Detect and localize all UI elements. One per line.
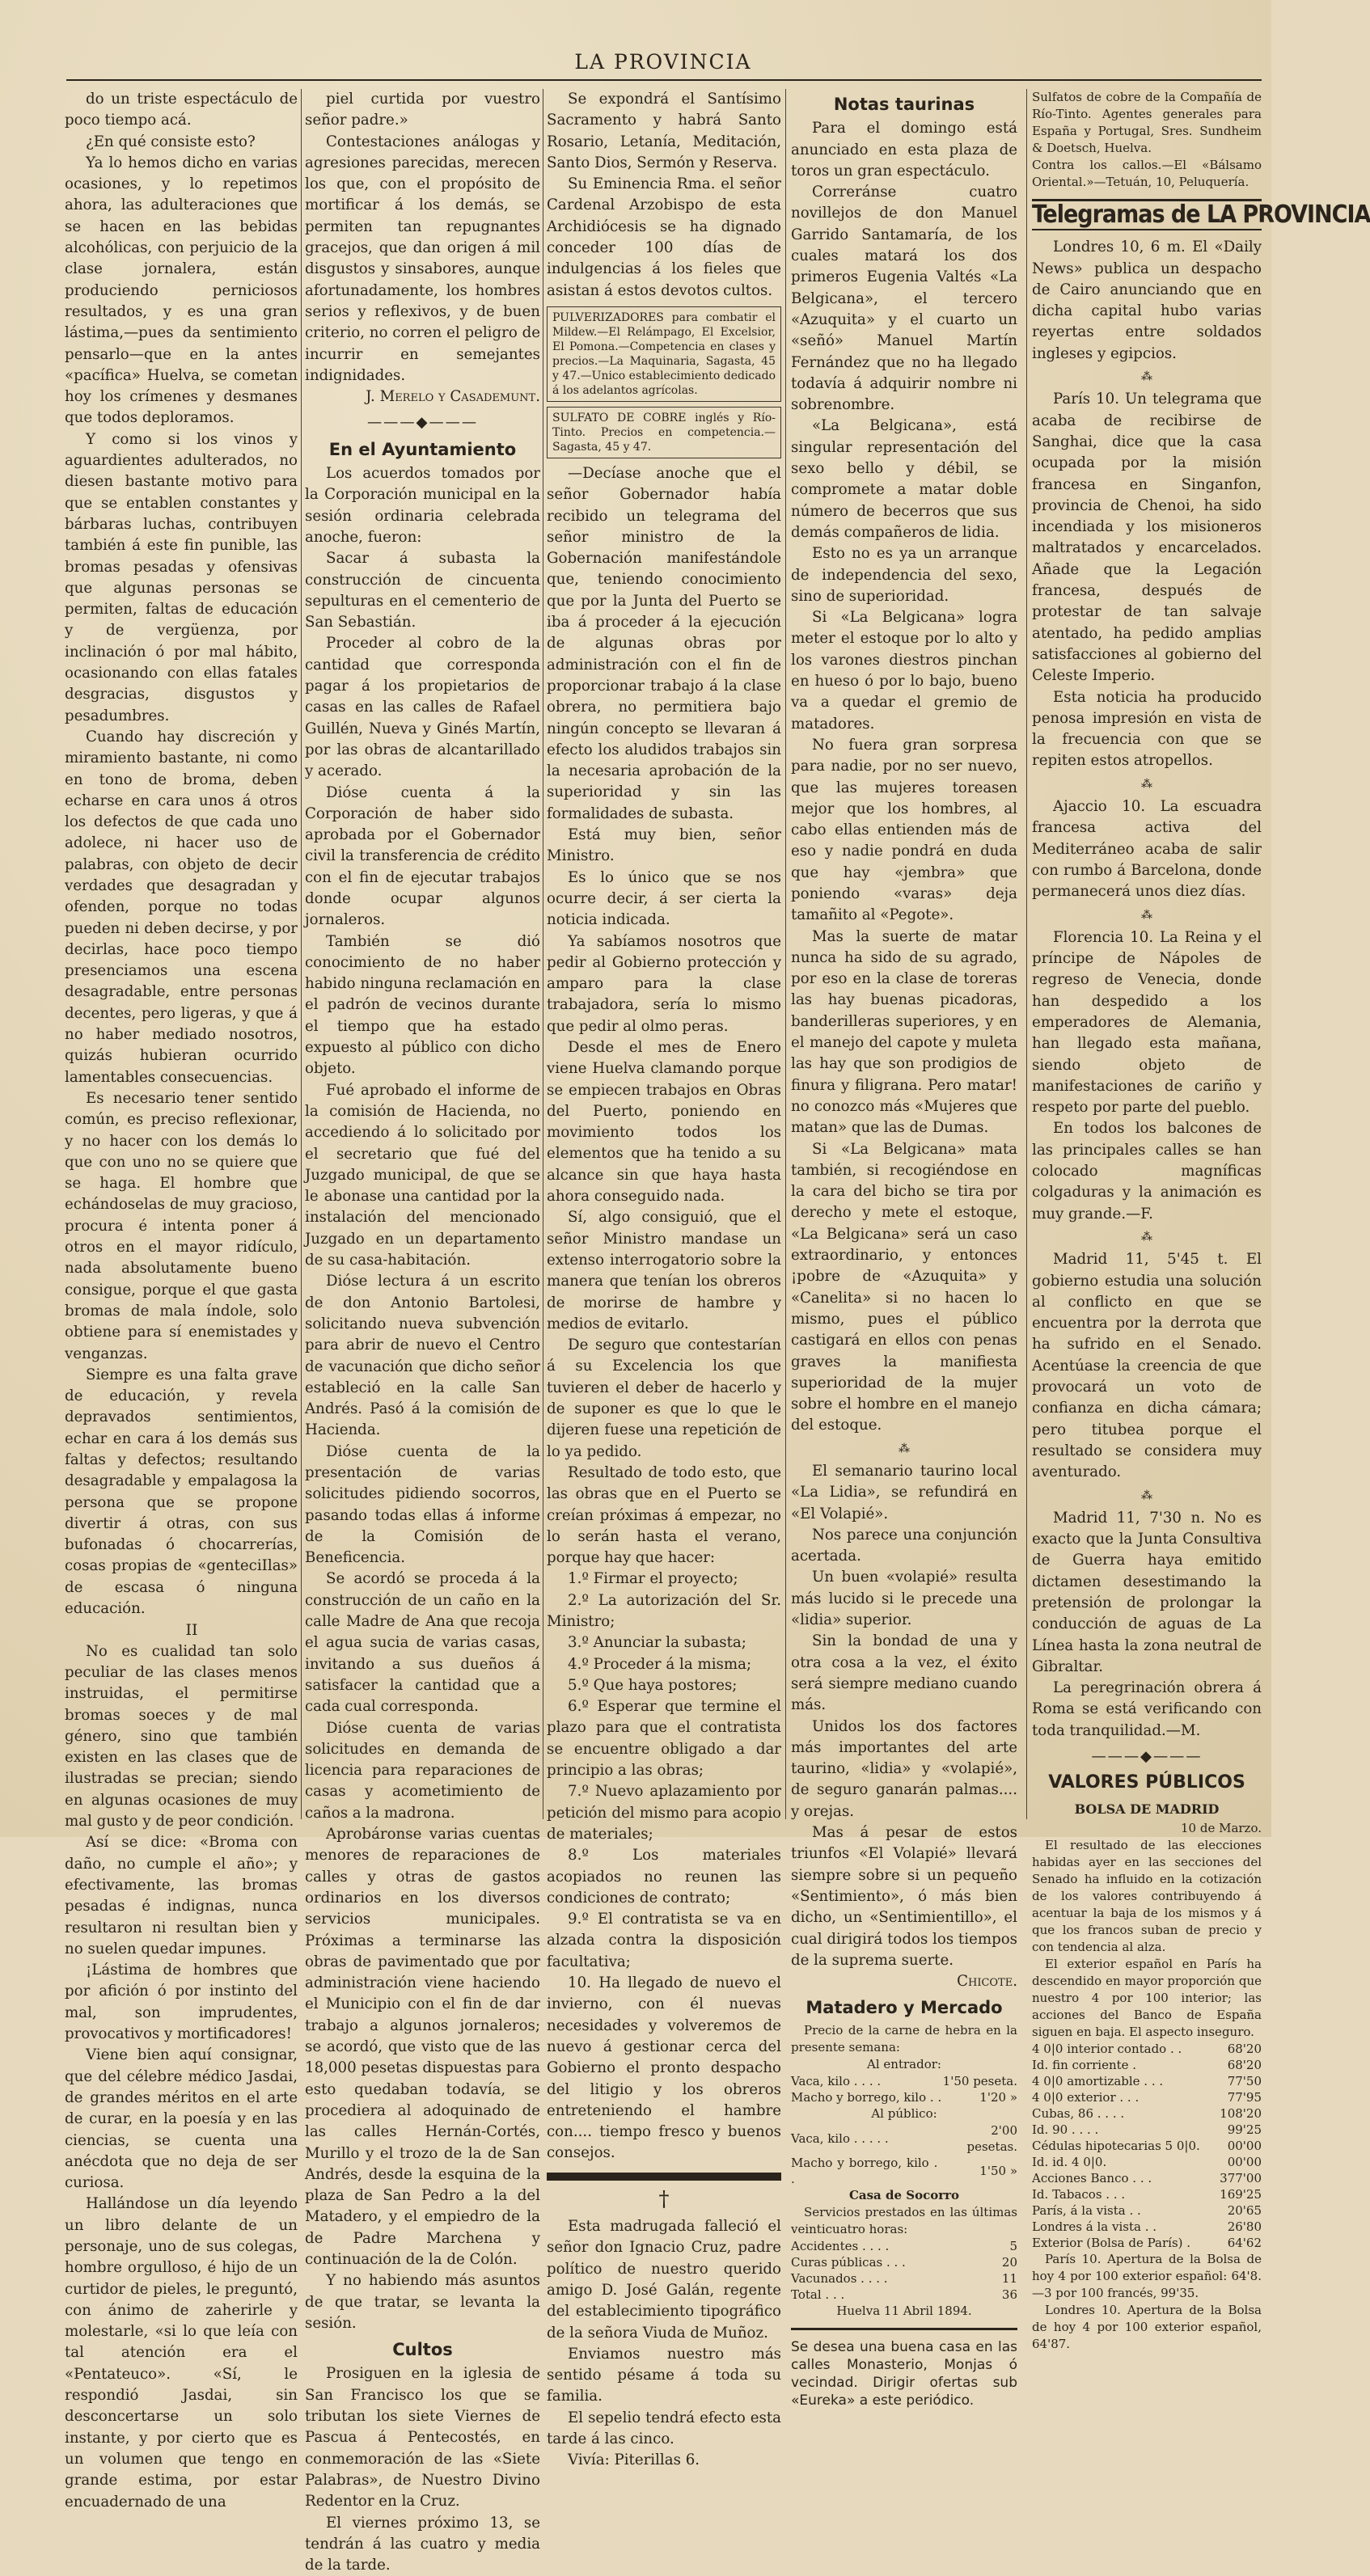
telegram-paragraph: París 10. Un telegrama que acaba de recibirse de Sanghai, dice que la casa ocupada por la misión francesa en Singanfon, provincia de Chenoi, ha sido incendiada y los misioneros maltratados y encarcelados. Añade que la Legación francesa, después de protestar de tan salvaje atentado, ha pedido amplias satisfacciones al gobierno del Celeste Imperio. <box>1032 391 1262 685</box>
row-label: Curas públicas . . . <box>791 2254 906 2270</box>
masthead: LA PROVINCIA <box>574 50 752 74</box>
article-paragraph: Dióse cuenta de la presentación de varias solicitudes pidiendo socorros, pasando todas ellas á informe de la Comisión de Beneficencia. <box>305 1442 540 1567</box>
table-row <box>1032 2138 1262 2154</box>
table-row <box>1032 2057 1262 2073</box>
column-4 <box>791 89 1017 2409</box>
table-row <box>1032 2089 1262 2105</box>
article-signature: J. Merelo y Casademunt. <box>366 388 540 406</box>
ad-text: Sulfatos de cobre de la Compañía de Río-Tinto. Agentes generales para España y Portugal, Sres. Sundheim & Doetsch, Huelva. <box>1032 90 1262 155</box>
classified-ad: Se desea una buena casa en las calles Monasterio, Monjas ó vecindad. Dirigir ofertas sub «Eureka» a este periódico. <box>791 2338 1017 2409</box>
article-paragraph: Sin la bondad de una y otra cosa a la vez, el éxito será siempre mediano cuando más. <box>791 1632 1017 1714</box>
article-paragraph: Y como si los vinos y aguardientes adulterados, no diesen bastante motivo para que se entablen constantes y bárbaras luchas, contribuyen también á este fin punible, las bromas pesadas y ofensivas que algunas personas se permiten, faltas de educación y de vergüenza, por inclinación ó por mal hábito, ocasionando con ellas fatales desgracias, disgustos y pesadumbres. <box>65 430 298 724</box>
stock-intro: El exterior español en París ha descendido en mayor proporción que nuestro 4 por 100 interior; las acciones del Banco de España siguen en baja. El aspecto inseguro. <box>1032 1956 1262 2039</box>
row-value: 2'00 pesetas. <box>966 2122 1017 2154</box>
column-3 <box>547 89 781 2469</box>
article-paragraph: Contestaciones análogas y agresiones parecidas, merecen los que, con el propósito de mortificar á los demás, se permiten tan repugnantes gracejos, que dan origen á mil disgustos y sinsabores, aunque afortunadamente, los hombres serios y reflexivos, y de buen criterio, no corren el peligro de incurrir en semejantes indignidades. <box>305 133 540 384</box>
row-label: Total . . . <box>791 2287 845 2302</box>
market-block <box>791 2022 1017 2320</box>
article-paragraph: Ya lo hemos dicho en varias ocasiones, y lo repetimos ahora, las adulteraciones que se hacen en las bebidas alcohólicas, con perjuicio de la clase jornalera, están produciendo perniciosos resultados, y es una gran lástima,—pues da sentimiento pensarlo—que en la antes «pacífica» Huelva, se cometan hoy los crímenes y desmanes que todos deploramos. <box>65 154 298 427</box>
row-label: Exterior (Bolsa de París) . <box>1032 2235 1191 2250</box>
row-label: Id. fin corriente . <box>1032 2057 1137 2072</box>
market-subheading: Al público: <box>871 2105 937 2121</box>
article-paragraph: piel curtida por vuestro señor padre.» <box>305 91 540 129</box>
telegram-paragraph: En todos los balcones de las principales calles se han colocado magníficas colgaduras y la animación es muy grande.—F. <box>1032 1120 1262 1223</box>
article-paragraph: Mas la suerte de matar nunca ha sido de su agrado, por eso en la clase de toreras las hay buenas picadoras, banderilleras superiores, y en el manejo del capote y muleta las hay que son prodigios de finura y filigrana. Pero matar! no conozco más «Mujeres que matan» que las de Dumas. <box>791 927 1017 1137</box>
row-label: Acciones Banco . . . <box>1032 2170 1152 2185</box>
article-paragraph: Siempre es una falta grave de educación, y revela depravados sentimientos, echar en cara á los demás sus faltas y defectos; resultando desagradable y empalagosa la persona que se propone divertir á otras, con sus bufonadas ó chocarrerías, cosas propias de «genteciIlas» de escasa ó ninguna educación. <box>65 1366 298 1618</box>
row-label: 4 0|0 exterior . . . <box>1032 2089 1140 2105</box>
article-paragraph: Enviamos nuestro más sentido pésame á toda su familia. <box>547 2345 781 2405</box>
asterism-divider: ⁂ <box>1141 777 1152 791</box>
row-label: Accidentes . . . . <box>791 2238 890 2253</box>
row-value: 11 <box>1001 2270 1017 2286</box>
article-paragraph: Hallándose un día leyendo un libro delante de un personaje, uno de sus colegas, hombre orgulloso, é hijo de un curtidor de pieles, le preguntó, con ánimo de zaherirle y molestarle, «si lo que leía con tal atención era el «Pentateuco». «Sí, le respondió Jasdai, sin desconcertarse un solo instante, y por cierto que es un volumen que tengo en grande estima, por estar encuadernado de una <box>65 2195 298 2511</box>
asterism-divider: ⁂ <box>1141 370 1152 384</box>
article-paragraph: do un triste espectáculo de poco tiempo acá. <box>65 91 298 129</box>
table-row <box>791 2238 1017 2254</box>
stock-table <box>1032 2041 1262 2251</box>
article-paragraph: Sacar á subasta la construcción de cincuenta sepulturas en el cementerio de San Sebastián. <box>305 550 540 631</box>
article-paragraph: El semanario taurino local «La Lidia», se refundirá en «El Volapié». <box>791 1463 1017 1522</box>
list-item: 8.º Los materiales acopiados no reunen las condiciones de contrato; <box>547 1847 781 1907</box>
table-row <box>1032 2235 1262 2251</box>
article-paragraph: Para el domingo está anunciado en esta plaza de toros un gran espectáculo. <box>791 120 1017 179</box>
table-row <box>1032 2041 1262 2057</box>
row-value: 20 <box>1001 2254 1017 2270</box>
row-value: 77'50 <box>1227 2073 1262 2088</box>
article-paragraph: Resultado de todo esto, que las obras que en el Puerto se creían próximas á empezar, no lo serán hasta el verano, porque hay que hacer: <box>547 1463 781 1567</box>
telegram-paragraph: Ajaccio 10. La escuadra francesa activa del Mediterráneo acaba de salir con rumbo á Barcelona, donde permanecerá unos diez días. <box>1032 798 1262 901</box>
article-paragraph: Correránse cuatro novillejos de don Manuel Garrido Santamaría, de los cuales matará los dos primeros Eugenia Valtés «La Belgicana», el tercero «Azuquita» y el cuarto un «señó» Manuel Martín Fernández que no ha llegado todavía á adquirir nombre ni sobrenombre. <box>791 184 1017 414</box>
telegrams-heading: Telegramas de LA PROVINCIA <box>1032 199 1262 230</box>
column-divider <box>1026 89 1027 1819</box>
telegram-paragraph: La peregrinación obrera á Roma se está verificando con toda tranquilidad.—M. <box>1032 1679 1262 1739</box>
column-divider <box>301 89 302 1819</box>
article-paragraph: Si «La Belgicana» mata también, si recogiéndose en la cara del bicho se tira por derecho y mete el estoque, «La Belgicana» será un caso extraordinario, y entonces ¡pobre de «Azuquita» y «Canelita» si no hacen lo mismo, pues el público castigará en ellos con penas graves la manifiesta superioridad de la mujer sobre el hombre en el manejo del estoque. <box>791 1140 1017 1434</box>
black-rule <box>547 2173 781 2181</box>
market-subheading: Al entrador: <box>867 2056 941 2071</box>
row-value: 68'20 <box>1227 2057 1262 2072</box>
row-value: 64'62 <box>1227 2235 1262 2250</box>
row-value: 1'50 » <box>979 2163 1017 2178</box>
market-subheading: Casa de Socorro <box>848 2187 960 2202</box>
section-heading: VALORES PÚBLICOS <box>1048 1772 1245 1793</box>
table-row <box>1032 2219 1262 2235</box>
article-paragraph: Es lo único que se nos ocurre decir, á ser cierta la noticia indicada. <box>547 868 781 929</box>
table-row <box>1032 2105 1262 2122</box>
list-item: 1.º Firmar el proyecto; <box>568 1570 738 1588</box>
article-paragraph: No es cualidad tan solo peculiar de las clases menos instruidas, el permitirse bromas soeces y de mal género, sino que también existen en las clases que de ilustradas se precian; siendo en algunas ocasiones de muy mal gusto y de peor condición. <box>65 1642 298 1831</box>
row-value: 99'25 <box>1227 2122 1262 2137</box>
row-label: Londres á la vista . . <box>1032 2219 1156 2234</box>
article-paragraph: Cuando hay discreción y miramiento bastante, ni como en tono de broma, deben echarse en cara unos á otros los defectos de que cada uno adolece, ni hacer uso de palabras, con objeto de decir verdades que desagradan y ofenden, porque no todas pueden ni deben decirse, y por decirlas, hace poco tiempo presenciamos una escena desagradable, entre personas decentes, pero ligeras, y que á no haber mediado nosotros, quizás hubieran ocurrido lamentables consecuencias. <box>65 728 298 1086</box>
section-numeral: II <box>185 1621 198 1640</box>
row-label: París, á la vista . . <box>1032 2202 1141 2218</box>
list-item: 9.º El contratista se va en alzada contra la disposición facultativa; <box>547 1911 781 1970</box>
article-paragraph: Vivía: Piterillas 6. <box>568 2451 700 2469</box>
article-paragraph: Está muy bien, señor Ministro. <box>547 826 781 865</box>
article-paragraph: El sepelio tendrá efecto esta tarde á las cinco. <box>547 2409 781 2447</box>
list-item: 6.º Esperar que termine el plazo para que el contratista se encuentre obligado a dar principio a las obras; <box>547 1698 781 1780</box>
article-paragraph: Desde el mes de Enero viene Huelva clamando porque se empiecen trabajos en Obras del Puerto, poniendo en movimiento todos los elementos que ha tenido a su alcance sin que haya hasta ahora conseguido nada. <box>547 1038 781 1206</box>
row-label: Cédulas hipotecarias 5 0|0. <box>1032 2138 1200 2153</box>
column-1 <box>65 89 298 2511</box>
article-paragraph: Su Eminencia Rma. el señor Cardenal Arzobispo de esta Archidiócesis se ha dignado conceder 100 días de indulgencias á los fieles que asistan á estos devotos cultos. <box>547 175 781 299</box>
article-paragraph: Fué aprobado el informe de la comisión de Hacienda, no accediendo á lo solicitado por el secretario que fué del Juzgado municipal, de que se le abonase una cantidad por la instalación del mencionado Juzgado en un departamento de su casa-habitación. <box>305 1081 540 1269</box>
table-row <box>1032 2122 1262 2138</box>
ad-text: Contra los callos.—El «Bálsamo Oriental.»—Tetuán, 10, Peluquería. <box>1032 158 1262 189</box>
article-paragraph: Mas á pesar de estos triunfos «El Volapié» llevará siempre sobre si un pequeño «Sentimiento», ó más bien dicho, un «Sentimientillo», el cual dirigirá todos los tiempos de la suprema suerte. <box>791 1824 1017 1969</box>
row-value: 36 <box>1001 2287 1017 2302</box>
list-item: 10. Ha llegado de nuevo el invierno, con él nuevas necesidades y volveremos de nuevo á gestionar cerca del Gobierno el pronto despacho del litigio y los obreros entreteniendo el hambre con.... tiempo fresco y buenos consejos. <box>547 1974 781 2162</box>
table-row <box>791 2155 1017 2187</box>
asterism-divider: ⁂ <box>1141 1489 1152 1502</box>
row-label: Macho y borrego, kilo . . <box>791 2089 942 2105</box>
row-value: 108'20 <box>1220 2105 1262 2121</box>
row-label: Cubas, 86 . . . . <box>1032 2105 1125 2121</box>
ornament-divider: ———◆——— <box>366 414 479 432</box>
article-paragraph: «La Belgicana», está singular representación del sexo bello y débil, se compromete a matar doble número de becerros que sus demás compañeros de lidia. <box>791 417 1017 541</box>
row-label: Id. 90 . . . . <box>1032 2122 1099 2137</box>
advertisement <box>547 407 781 458</box>
row-value: 20'65 <box>1227 2202 1262 2218</box>
stock-block <box>1032 1820 1262 2353</box>
row-value: 68'20 <box>1227 2041 1262 2056</box>
section-heading: Matadero y Mercado <box>806 1998 1003 2018</box>
price-table <box>791 2122 1017 2187</box>
row-label: Id. id. 4 0|0. <box>1032 2154 1107 2169</box>
article-paragraph: Los acuerdos tomados por la Corporación municipal en la sesión ordinaria celebrada anoche, fueron: <box>305 465 540 546</box>
telegram-paragraph: Florencia 10. La Reina y el príncipe de Nápoles de regreso de Venecia, donde han despedido a los emperadores de Alemania, han llegado esta mañana, siendo objeto de manifestaciones de cariño y respeto por parte del pueblo. <box>1032 928 1262 1117</box>
table-row <box>1032 2154 1262 2170</box>
telegram-paragraph: Londres 10, 6 m. El «Daily News» publica un despacho de Cairo anunciando que en dicha capital hubo varias reyertas entre soldados ingleses y egipcios. <box>1032 239 1262 362</box>
article-paragraph: Ya sabíamos nosotros que pedir al Gobierno protección y amparo para la clase trabajadora, sería lo mismo que pedir al olmo peras. <box>547 932 781 1035</box>
article-paragraph: Si «La Belgicana» logra meter el estoque por lo alto y los varones diestros pinchan en hueso ó por lo bajo, bueno va a quedar el gremio de matadores. <box>791 609 1017 733</box>
row-value: 169'25 <box>1220 2186 1262 2202</box>
section-heading: Cultos <box>392 2340 453 2360</box>
article-paragraph: ¡Lástima de hombres que por afición ó por instinto del mal, son imprudentes, provocativos y mortificadores! <box>65 1962 298 2043</box>
article-paragraph: De seguro que contestarían á su Excelencia los que tuvieren el deber de hacerlo y de suponer es que lo que le dijeren fuese una repetición de lo ya pedido. <box>547 1337 781 1460</box>
row-value: 26'80 <box>1227 2219 1262 2234</box>
row-label: Id. Tabacos . . . <box>1032 2186 1126 2202</box>
stock-intro: El resultado de las elecciones habidas ayer en las secciones del Senado ha influido en la cotización de los valores contribuyendo á acentuar la baja de los mismos y á que los francos suban de precio y con tendencia al alza. <box>1032 1837 1262 1954</box>
row-value: 00'00 <box>1227 2154 1262 2169</box>
article-signature: Chicote. <box>957 1973 1017 1991</box>
article-paragraph: El viernes próximo 13, se tendrán á las cuatro y media de la tarde. <box>305 2514 540 2574</box>
ornament-divider: ———◆——— <box>1091 1748 1203 1766</box>
asterism-divider: ⁂ <box>1141 1230 1152 1244</box>
article-paragraph: Así se dice: «Broma con daño, no cumple el año»; y efectivamente, las bromas pesadas é indignas, nunca resultaron ni resultan bien y no suelen quedar impunes. <box>65 1834 298 1957</box>
article-paragraph: También se dió conocimiento de no haber habido ninguna reclamación en el padrón de vecinos durante el tiempo que ha estado expuesto al público con dicho objeto. <box>305 932 540 1078</box>
section-heading: En el Ayuntamiento <box>328 439 517 459</box>
article-paragraph: Nos parece una conjunción acertada. <box>791 1526 1017 1565</box>
row-label: Macho y borrego, kilo . . <box>791 2155 938 2186</box>
stock-paragraph: Londres 10. Apertura de la Bolsa de hoy 4 por 100 exterior español, 64'87. <box>1032 2302 1262 2351</box>
table-row <box>791 2122 1017 2155</box>
row-label: 4 0|0 amortizable . . . <box>1032 2073 1164 2088</box>
ad-text: PULVERIZADORES para combatir el Mildew.—El Relámpago, El Excelsior, El Pomona.—Competencia en clases y precios.—La Maquinaria, Sagasta, 45 y 47.—Unico establecimiento dedicado á los adelantos agrícolas. <box>552 310 776 397</box>
article-paragraph: Se acordó se proceda á la construcción de un caño en la calle Madre de Ana que recoja el agua sucia de varias casas, invitando a sus dueños á satisfacer la cantidad que a cada cual corresponda. <box>305 1570 540 1716</box>
list-item: 2.º La autorización del Sr. Ministro; <box>547 1591 781 1630</box>
row-value: 5 <box>1009 2238 1017 2253</box>
article-paragraph: Dióse cuenta de varias solicitudes en demanda de licencia para reparaciones de casas y acometimiento de caños a la madrona. <box>305 1719 540 1822</box>
dateline: Huelva 11 Abril 1894. <box>836 2303 972 2318</box>
article-paragraph: No fuera gran sorpresa para nadie, por no ser nuevo, que las mujeres toreasen mejor que los hombres, al cabo ellas entienden más de eso y nadie pondrá en duda que hay «jembra» que poniendo «varas» deja tamañito al «Pegote». <box>791 736 1017 924</box>
article-paragraph: Y no habiendo más asuntos de que tratar, se levanta la sesión. <box>305 2272 540 2332</box>
row-label: Vaca, kilo . . . . <box>791 2073 882 2088</box>
article-paragraph: ¿En qué consiste esto? <box>86 133 256 150</box>
row-value: 00'00 <box>1227 2138 1262 2153</box>
telegram-paragraph: Madrid 11, 5'45 t. El gobierno estudia una solución al conflicto en que se encuentra por la derrota que ha sufrido en el Senado. Acentúase la creencia de que provocará un voto de confianza en dicha cámara; pero titubea porque el resultado se considera muy aventurado. <box>1032 1251 1262 1481</box>
row-label: 4 0|0 interior contado . . <box>1032 2041 1182 2056</box>
list-item: 3.º Anunciar la subasta; <box>568 1634 746 1652</box>
section-heading: Notas taurinas <box>833 95 975 114</box>
article-paragraph: Esto no es ya un arranque de independencia del sexo, sino de superioridad. <box>791 545 1017 605</box>
list-item: 4.º Proceder á la misma; <box>568 1655 752 1673</box>
table-row <box>791 2254 1017 2270</box>
black-rule <box>791 2328 1017 2330</box>
article-paragraph: Unidos los dos factores más importantes del arte taurino, «lidia» y «volapié», de seguro ganarán palmas.... y orejas. <box>791 1717 1017 1820</box>
list-item: 5.º Que haya postores; <box>568 1676 738 1694</box>
article-paragraph: Un buen «volapié» resulta más lucido si le precede una «lidia» superior. <box>791 1569 1017 1629</box>
table-row <box>1032 2186 1262 2202</box>
market-intro: Servicios prestados en las últimas veinticuatro horas: <box>791 2204 1017 2236</box>
column-divider <box>785 89 786 1819</box>
article-paragraph: Esta madrugada falleció el señor don Ignacio Cruz, padre político de nuestro querido amigo D. José Galán, regente del establecimiento tipográfico de la señora Viuda de Muñoz. <box>547 2218 781 2342</box>
article-paragraph: —Decíase anoche que el señor Gobernador había recibido un telegrama del señor ministro de la Gobernación manifestándole que, teniendo conocimiento que por la Junta del Puerto se iba á proceder á la ejecución de algunas obras por administración con el fin de proporcionar trabajo á la clase obrera, no permitiera bajo ningún concepto se llevaran á efecto los aludidos trabajos sin la necesaria aprobación de la superioridad y sin las formalidades de subasta. <box>547 464 781 822</box>
advertisement <box>547 306 781 402</box>
table-row <box>791 2287 1017 2303</box>
column-5 <box>1032 89 1370 2351</box>
asterism-divider: ⁂ <box>899 1442 910 1455</box>
stock-paragraph: París 10. Apertura de la Bolsa de hoy 4 por 100 exterior español: 64'8.—3 por 100 francés, 99'35. <box>1032 2251 1262 2300</box>
row-value: 1'20 » <box>979 2089 1017 2105</box>
ad-text: SULFATO DE COBRE inglés y Río-Tinto. Precios en competencia.—Sagasta, 45 y 47. <box>552 411 776 454</box>
row-label: Vaca, kilo . . . . . <box>791 2130 889 2146</box>
price-table <box>791 2073 1017 2105</box>
row-value: 377'00 <box>1220 2170 1262 2185</box>
article-paragraph: Viene bien aquí consignar, que del célebre médico Jasdai, de grandes méritos en el arte de curar, en la poesía y en las ciencias, se cuenta una anécdota que no deja de ser curiosa. <box>65 2046 298 2192</box>
asterism-divider: ⁂ <box>1141 908 1152 922</box>
telegram-paragraph: Madrid 11, 7'30 n. No es exacto que la Junta Consultiva de Guerra haya emitido dictamen desestimando la pretensión de prolongar la conducción de aguas de La Línea hasta la zona neutral de Gibraltar. <box>1032 1509 1262 1675</box>
row-label: Vacunados . . . . <box>791 2270 888 2286</box>
services-table <box>791 2238 1017 2303</box>
table-row <box>1032 2170 1262 2186</box>
list-item: 7.º Nuevo aplazamiento por petición del mismo para acopio de materiales; <box>547 1783 781 1843</box>
article-paragraph: Sí, algo consiguió, que el señor Ministro mandase un extenso interrogatorio sobre la manera que tenían los obreros de morirse de hambre y medios de evitarlo. <box>547 1209 781 1332</box>
table-row <box>791 2089 1017 2105</box>
section-subheading: BOLSA DE MADRID <box>1074 1801 1220 1817</box>
row-value: 1'50 peseta. <box>942 2073 1017 2088</box>
cross-icon: † <box>658 2186 670 2211</box>
table-row <box>1032 2202 1262 2219</box>
table-row <box>791 2270 1017 2287</box>
table-row <box>1032 2073 1262 2089</box>
article-paragraph: Dióse lectura á un escrito de don Antonio Bartolesi, solicitando nueva subvención para abrir de nuevo el Centro de vacunación que dicho señor estableció en la calle San Andrés. Pasó á la comisión de Hacienda. <box>305 1273 540 1439</box>
header-rule <box>66 79 1262 81</box>
telegram-paragraph: Esta noticia ha producido penosa impresión en vista de la frecuencia con que se repiten estos atropellos. <box>1032 688 1262 770</box>
market-intro: Precio de la carne de hebra en la presente semana: <box>791 2022 1017 2054</box>
row-value: 77'95 <box>1227 2089 1262 2105</box>
column-2 <box>305 89 540 2574</box>
article-paragraph: Dióse cuenta á la Corporación de haber sido aprobada por el Gobernador civil la transferencia de crédito con el fin de ejecutar trabajos donde ocupar algunos jornaleros. <box>305 783 540 929</box>
article-paragraph: Proceder al cobro de la cantidad que corresponda pagar á los propietarios de casas en las calles de Rafael Guillén, Nueva y Ginés Martín, por las obras de alcantarillado y acerado. <box>305 635 540 780</box>
stock-date: 10 de Marzo. <box>1180 1820 1262 1835</box>
article-paragraph: Es necesario tener sentido común, es preciso reflexionar, y no hacer con los demás lo que con uno no se quiere que se haga. El hombre que echándoselas de muy gracioso, procura é intenta poner á otros en el mayor ridículo, nada absolutamente bueno consigue, porque el que gasta bromas de mala índole, solo obtiene para sí enemistades y venganzas. <box>65 1089 298 1362</box>
article-paragraph: Prosiguen en la iglesia de San Francisco los que se tributan los siete Viernes de Pascua á Pentecostés, en conmemoración de las «Siete Palabras», de Nuestro Divino Redentor en la Cruz. <box>305 2365 540 2511</box>
article-paragraph: Se expondrá el Santísimo Sacramento y habrá Santo Rosario, Letanía, Meditación, Santo Dios, Sermón y Reserva. <box>547 91 781 171</box>
table-row <box>791 2073 1017 2089</box>
article-paragraph: Aprobáronse varias cuentas menores de reparaciones de calles y otras de gastos ordinarios en los diversos servicios municipales. Próximas a terminarse las obras de pavimentado que por administración viene haciendo el Municipio con el fin de dar trabajo a algunos jornaleros; se acordó, que visto que de las 18,000 pesetas dispuestas para esto quedaban todavía, se procediera al adoquinado de las calles Hernán-Cortés, Murillo y el trozo de la de San Andrés, desde la esquina de la plaza de San Pedro a la del Matadero, y el empiedro de la de Padre Marchena y continuación de la de Colón. <box>305 1826 540 2268</box>
